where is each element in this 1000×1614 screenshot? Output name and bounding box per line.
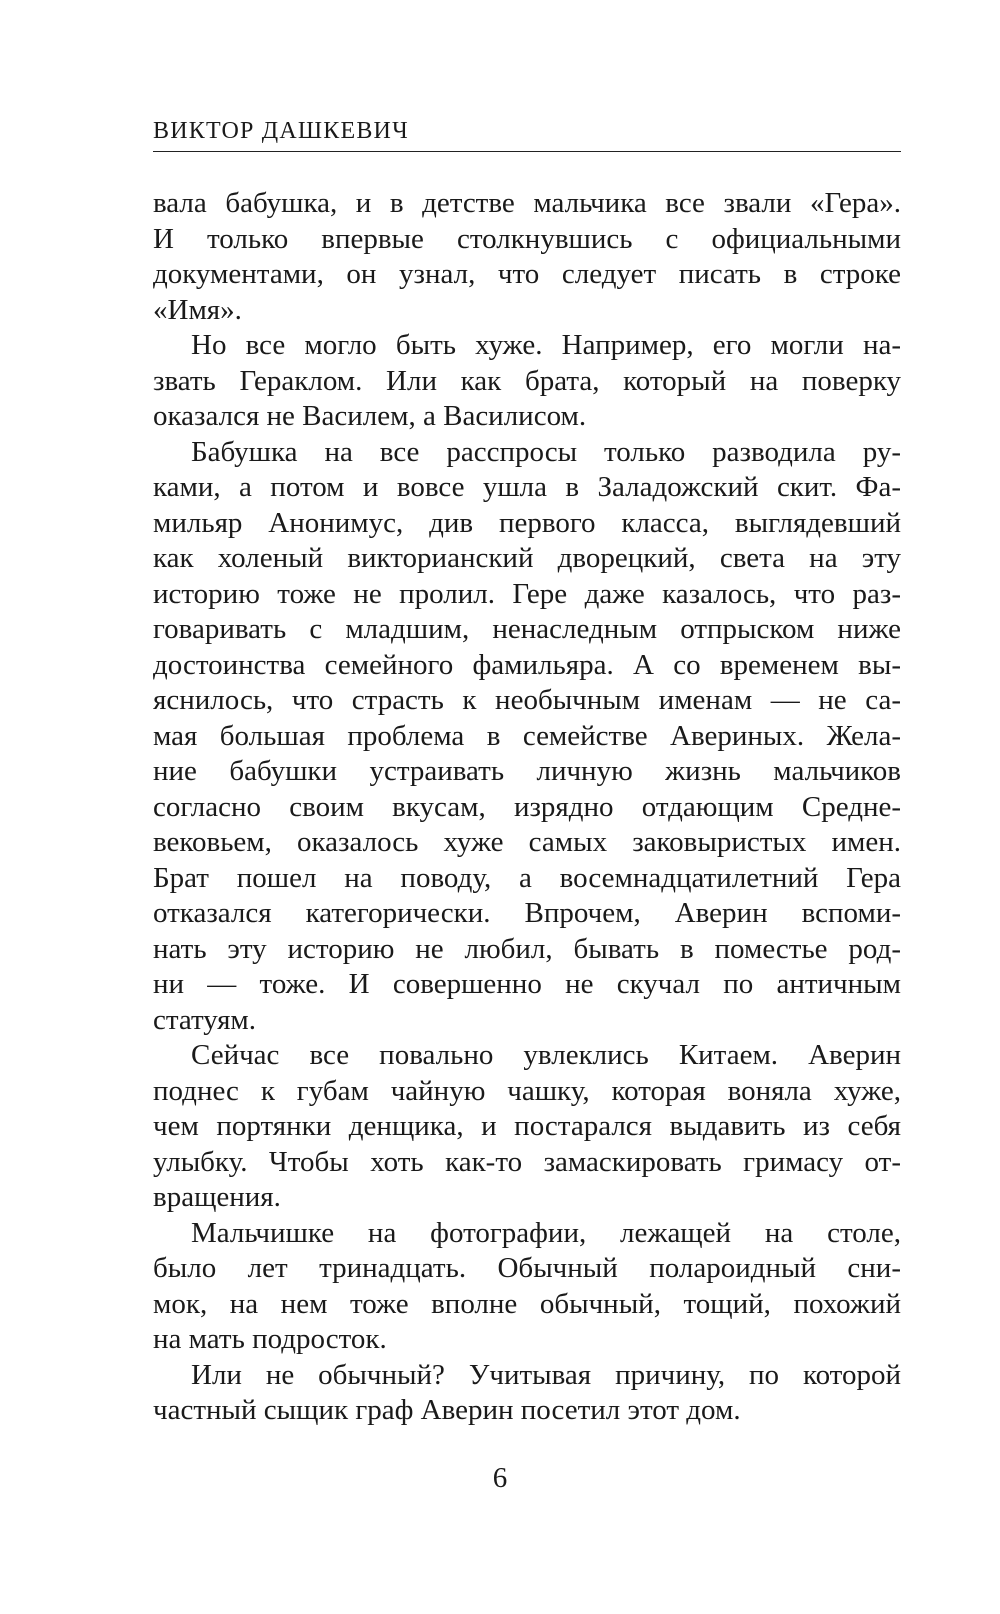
body-text [153,186,901,1429]
text-line: историю тоже не пролил. Гере даже казалось, что раз- [153,577,901,610]
text-line: было лет тринадцать. Обычный полароидный сни- [153,1252,901,1284]
text-line: вековьем, оказалось хуже самых заковыристых имен. [153,826,901,858]
text-line: чем портянки денщика, и постарался выдавить из себя [153,1110,901,1142]
text-line: «Имя». [153,293,242,326]
text-line: говаривать с младшим, ненаследным отпрыском ниже [153,613,901,645]
text-line: вращения. [153,1181,281,1213]
author-name: ВИКТОР ДАШКЕВИЧ [153,118,409,144]
text-line: согласно своим вкусам, изрядно отдающим Средне- [153,790,901,823]
text-line: вала бабушка, и в детстве мальчика все звали «Гера». [153,187,901,219]
page-number: 6 [492,1462,508,1494]
text-line: поднес к губам чайную чашку, которая воняла хуже, [153,1074,901,1107]
text-line: Бабушка на все расспросы только разводила ру- [191,435,901,468]
text-line: оказался не Василем, а Василисом. [153,400,587,432]
text-line: Мальчишке на фотографии, лежащей на столе, [191,1216,901,1249]
text-line: документами, он узнал, что следует писать в строке [153,258,901,290]
text-line: достоинства семейного фамильяра. А со временем вы- [153,648,901,681]
text-line: нать эту историю не любил, бывать в поместье род- [153,932,901,965]
text-line: Брат пошел на поводу, а восемнадцатилетний Гера [153,861,901,894]
text-line: мильяр Анонимус, див первого класса, выглядевший [153,506,901,539]
text-line: И только впервые столкнувшись с официальными [153,222,901,255]
text-line: как холеный викторианский дворецкий, света на эту [153,542,901,574]
text-line: мок, на нем тоже вполне обычный, тощий, похожий [153,1287,901,1320]
text-line: мая большая проблема в семействе Авериных. Жела- [153,719,901,752]
text-line: Но все могло быть хуже. Например, его могли на- [191,329,901,361]
text-line: частный сыщик граф Аверин посетил этот дом. [153,1394,741,1426]
text-line: Сейчас все повально увлеклись Китаем. Аверин [191,1039,901,1071]
text-line: яснилось, что страсть к необычным именам — не са- [153,684,901,716]
text-line: на мать подросток. [153,1323,387,1355]
text-line: ни — тоже. И совершенно не скучал по античным [153,968,901,1000]
running-head [153,112,901,152]
text-line: Или не обычный? Учитывая причину, по которой [191,1358,901,1391]
text-line: статуям. [153,1003,257,1036]
text-line: ние бабушки устраивать личную жизнь мальчиков [153,755,901,787]
text-line: ками, а потом и вовсе ушла в Заладожский скит. Фа- [153,471,901,503]
text-line: отказался категорически. Впрочем, Аверин вспоми- [153,897,901,929]
text-line: звать Гераклом. Или как брата, который на поверку [153,364,901,397]
text-line: улыбку. Чтобы хоть как-то замаскировать гримасу от- [153,1145,901,1178]
